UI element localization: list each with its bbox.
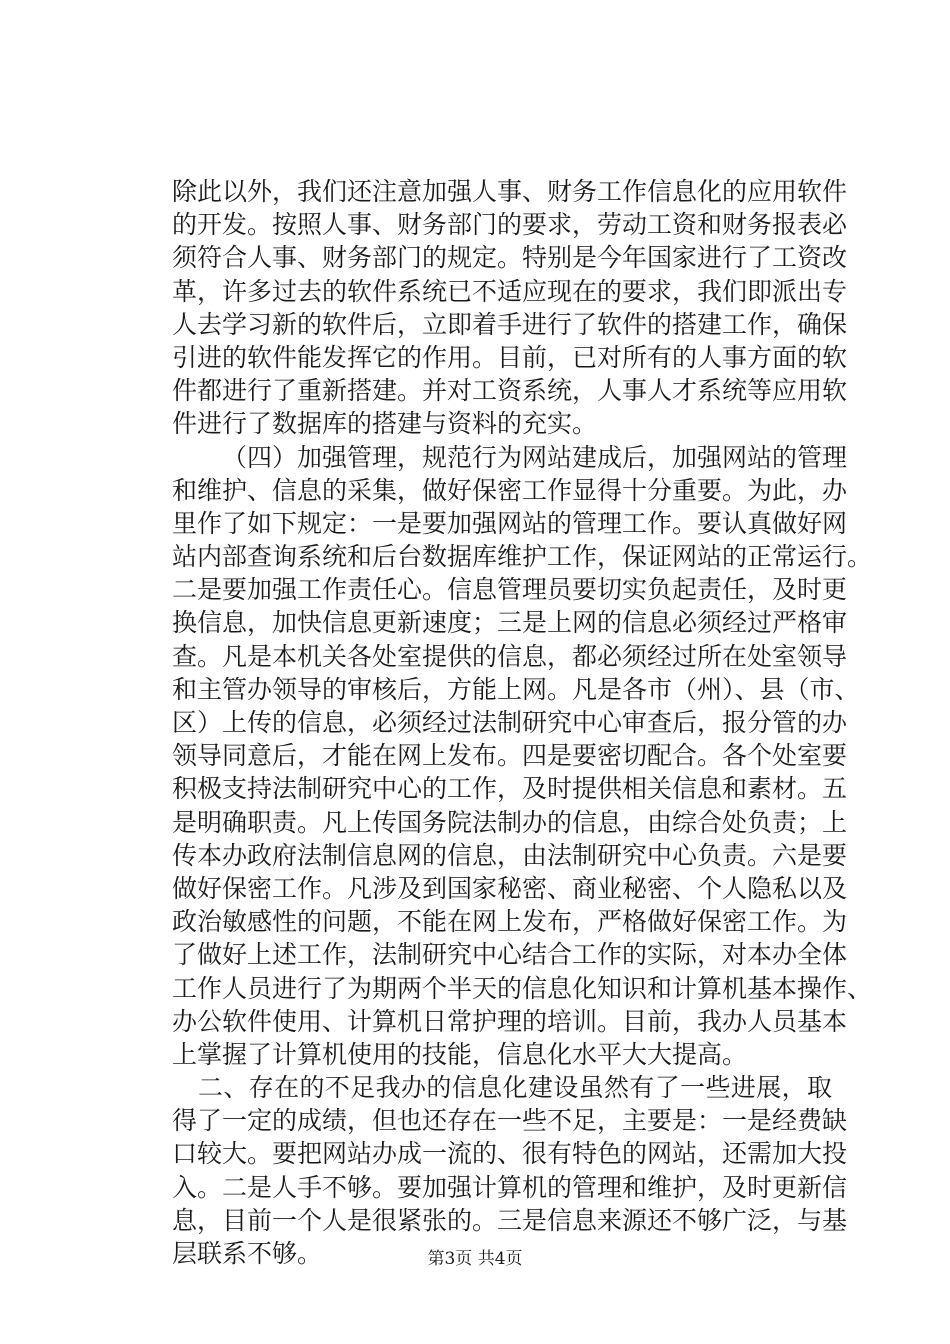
text-line: 引进的软件能发挥它的作用。目前，已对所有的人事方面的软	[172, 342, 848, 372]
text-line: 息，目前一个人是很紧张的。三是信息来源还不够广泛，与基	[172, 1205, 848, 1235]
text-line: 政治敏感性的问题，不能在网上发布，严格做好保密工作。为	[172, 907, 848, 937]
text-line: 了做好上述工作，法制研究中心结合工作的实际，对本办全体	[172, 940, 848, 970]
text-line: 查。凡是本机关各处室提供的信息，都必须经过所在处室领导	[172, 641, 848, 671]
text-line: 除此以外，我们还注意加强人事、财务工作信息化的应用软件	[172, 177, 848, 206]
text-line: 上掌握了计算机使用的技能，信息化水平大大提高。	[172, 1039, 748, 1069]
text-line: 须符合人事、财务部门的规定。特别是今年国家进行了工资改	[172, 243, 848, 273]
text-line: 件都进行了重新搭建。并对工资系统，人事人才系统等应用软	[172, 376, 848, 406]
text-line: 传本办政府法制信息网的信息，由法制研究中心负责。六是要	[172, 840, 848, 870]
text-line: 人去学习新的软件后，立即着手进行了软件的搭建工作，确保	[172, 309, 848, 339]
text-line: 积极支持法制研究中心的工作，及时提供相关信息和素材。五	[172, 774, 848, 804]
text-line: 得了一定的成绩，但也还存在一些不足，主要是：一是经费缺	[172, 1106, 848, 1136]
text-line: 入。二是人手不够。要加强计算机的管理和维护，及时更新信	[172, 1172, 848, 1202]
text-line: 革，许多过去的软件系统已不适应现在的要求，我们即派出专	[172, 276, 848, 306]
text-line: 是明确职责。凡上传国务院法制办的信息，由综合处负责；上	[172, 807, 848, 837]
body-text	[172, 175, 873, 1270]
text-line: 换信息，加快信息更新速度；三是上网的信息必须经过严格审	[172, 608, 848, 638]
text-line: 做好保密工作。凡涉及到国家秘密、商业秘密、个人隐私以及	[172, 873, 848, 903]
text-line: 件进行了数据库的搭建与资料的充实。	[172, 409, 598, 439]
text-line: 二是要加强工作责任心。信息管理员要切实负起责任，及时更	[172, 575, 848, 605]
text-line: 口较大。要把网站办成一流的、很有特色的网站，还需加大投	[172, 1139, 848, 1169]
section-heading-line: 二、存在的不足我办的信息化建设虽然有了一些进展，取	[198, 1073, 832, 1103]
text-line: 区）上传的信息，必须经过法制研究中心审查后，报分管的办	[172, 708, 848, 737]
text-line: 的开发。按照人事、财务部门的要求，劳动工资和财务报表必	[172, 210, 848, 240]
text-line: 里作了如下规定：一是要加强网站的管理工作。要认真做好网	[172, 508, 848, 538]
text-line: 和主管办领导的审核后，方能上网。凡是各市（州）、县（市、	[172, 674, 860, 704]
page-number-footer: 第3页 共4页	[427, 1249, 523, 1269]
text-line: 工作人员进行了为期两个半天的信息化知识和计算机基本操作、	[172, 973, 873, 1003]
text-line: 领导同意后，才能在网上发布。四是要密切配合。各个处室要	[172, 741, 848, 771]
text-line: 层联系不够。	[172, 1239, 323, 1268]
text-line: 办公软件使用、计算机日常护理的培训。目前，我办人员基本	[172, 1006, 848, 1036]
section-heading-line: （四）加强管理，规范行为网站建成后，加强网站的管理	[222, 442, 848, 472]
text-line: 站内部查询系统和后台数据库维护工作，保证网站的正常运行。	[172, 542, 873, 572]
text-line: 和维护、信息的采集，做好保密工作显得十分重要。为此，办	[172, 475, 848, 505]
